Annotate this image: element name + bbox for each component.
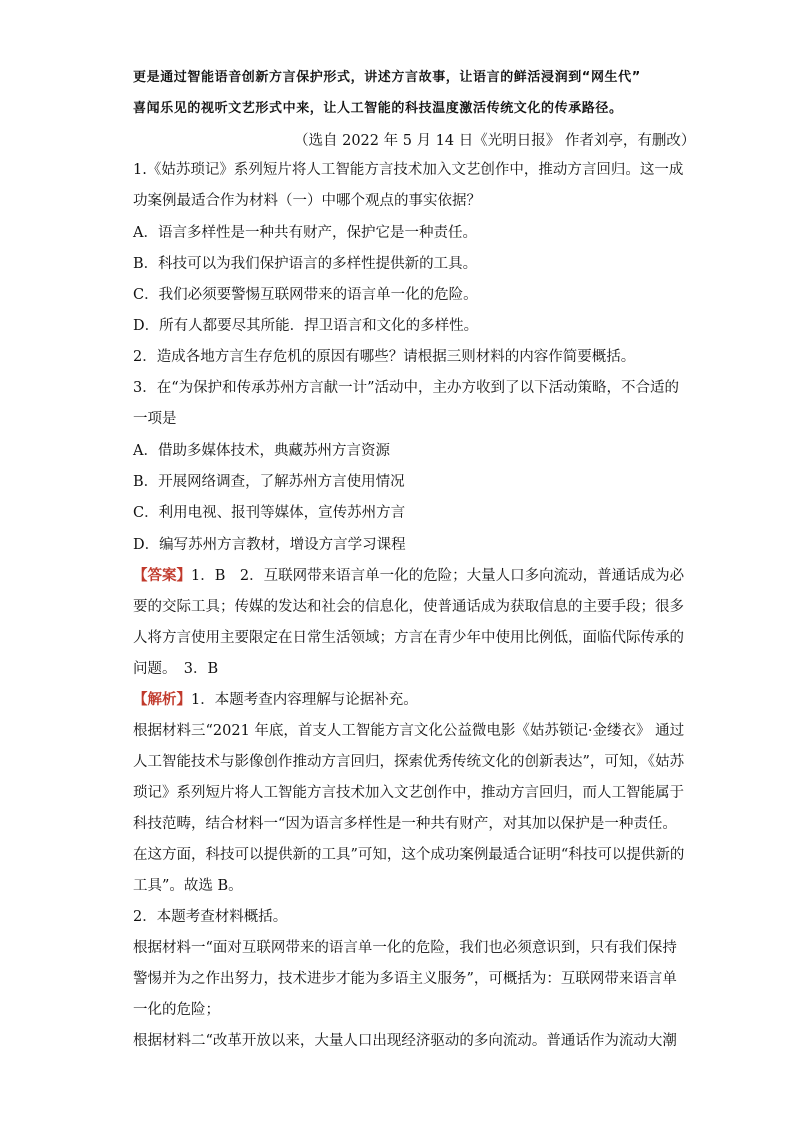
answer-tag: 【答案】 — [133, 567, 191, 584]
answer-line-1 — [133, 566, 685, 586]
analysis-line-1 — [133, 690, 673, 710]
answer-line-3: 人将方言使用主要限定在日常生活领域；方言在青少年中使用比例低，面临代际传承的 — [133, 630, 684, 646]
analysis-line-9: 根据材料一“面对互联网带来的语言单一化的危险，我们也必须意识到，只有我们保持 — [133, 940, 677, 956]
question-1-option-b: B．科技可以为我们保护语言的多样性提供新的工具。 — [133, 256, 478, 272]
analysis-line-5: 科技范畴，结合材料一“因为语言多样性是一种共有财产，对其加以保护是一种责任。 — [133, 816, 677, 832]
question-3-option-a: A．借助多媒体技术，典藏苏州方言资源 — [133, 443, 390, 459]
analysis-line-2: 根据材料三“2021 年底，首支人工智能方言文化公益微电影《姑苏锁记·金缕衣》 通过 — [133, 723, 685, 739]
question-3-option-d: D．编写苏州方言教材，增设方言学习课程 — [133, 537, 406, 553]
source-citation: （选自 2022 年 5 月 14 日《光明日报》 作者刘亭，有删改） — [294, 133, 696, 149]
analysis-line-3: 人工智能技术与影像创作推动方言回归，探索优秀传统文化的创新表达”，可知，《姑苏 — [133, 754, 685, 770]
analysis-line-4: 琐记》系列短片将人工智能方言技术加入文艺创作中，推动方言回归，而人工智能属于 — [133, 785, 684, 801]
question-2: 2．造成各地方言生存危机的原因有哪些？请根据三则材料的内容作简要概括。 — [133, 349, 636, 365]
passage-line-1: 更是通过智能语音创新方言保护形式，讲述方言故事，让语言的鲜活浸润到“网生代” — [133, 70, 641, 85]
analysis-first: 1．本题考查内容理解与论据补充。 — [191, 692, 418, 708]
question-1-option-a: A．语言多样性是一种共有财产，保护它是一种责任。 — [133, 225, 477, 241]
answer-line-4: 问题。 3．B — [133, 661, 219, 677]
question-3-option-b: B．开展网络调查，了解苏州方言使用情况 — [133, 474, 405, 490]
question-1-line-1: 1.《姑苏琐记》系列短片将人工智能方言技术加入文艺创作中，推动方言回归。这一成 — [133, 162, 684, 178]
passage-line-2: 喜闻乐见的视听文艺形式中来，让人工智能的科技温度激活传统文化的传承路径。 — [133, 101, 623, 116]
question-3-option-c: C．利用电视、报刊等媒体，宣传苏州方言 — [133, 505, 406, 521]
analysis-line-12: 根据材料二“改革开放以来，大量人口出现经济驱动的多向流动。普通话作为流动大潮 — [133, 1033, 677, 1049]
analysis-line-6: 在这方面，科技可以提供新的工具”可知，这个成功案例最适合证明“科技可以提供新的 — [133, 847, 685, 863]
question-1-line-2: 功案例最适合作为材料（一）中哪个观点的事实依据？ — [133, 193, 481, 209]
analysis-line-7: 工具”。故选 B。 — [133, 878, 243, 894]
question-3-line-2: 一项是 — [133, 411, 177, 427]
question-1-option-c: C．我们必须要警惕互联网带来的语言单一化的危险。 — [133, 287, 478, 303]
question-1-option-d: D．所有人都要尽其所能．捍卫语言和文化的多样性。 — [133, 318, 479, 334]
analysis-line-11: 一化的危险； — [133, 1002, 220, 1018]
answer-line-2: 要的交际工具；传媒的发达和社会的信息化，使普通话成为获取信息的主要手段；很多 — [133, 599, 684, 615]
analysis-line-8: 2．本题考查材料概括。 — [133, 909, 288, 925]
question-3-line-1: 3．在“为保护和传承苏州方言献一计”活动中，主办方收到了以下活动策略，不合适的 — [133, 380, 680, 396]
answer-text-1: 1．B 2．互联网带来语言单一化的危险；大量人口多向流动，普通话成为必 — [191, 568, 685, 584]
analysis-line-10: 警惕并为之作出努力，技术进步才能为多语主义服务”，可概括为：互联网带来语言单 — [133, 971, 677, 987]
analysis-tag: 【解析】 — [133, 691, 191, 708]
